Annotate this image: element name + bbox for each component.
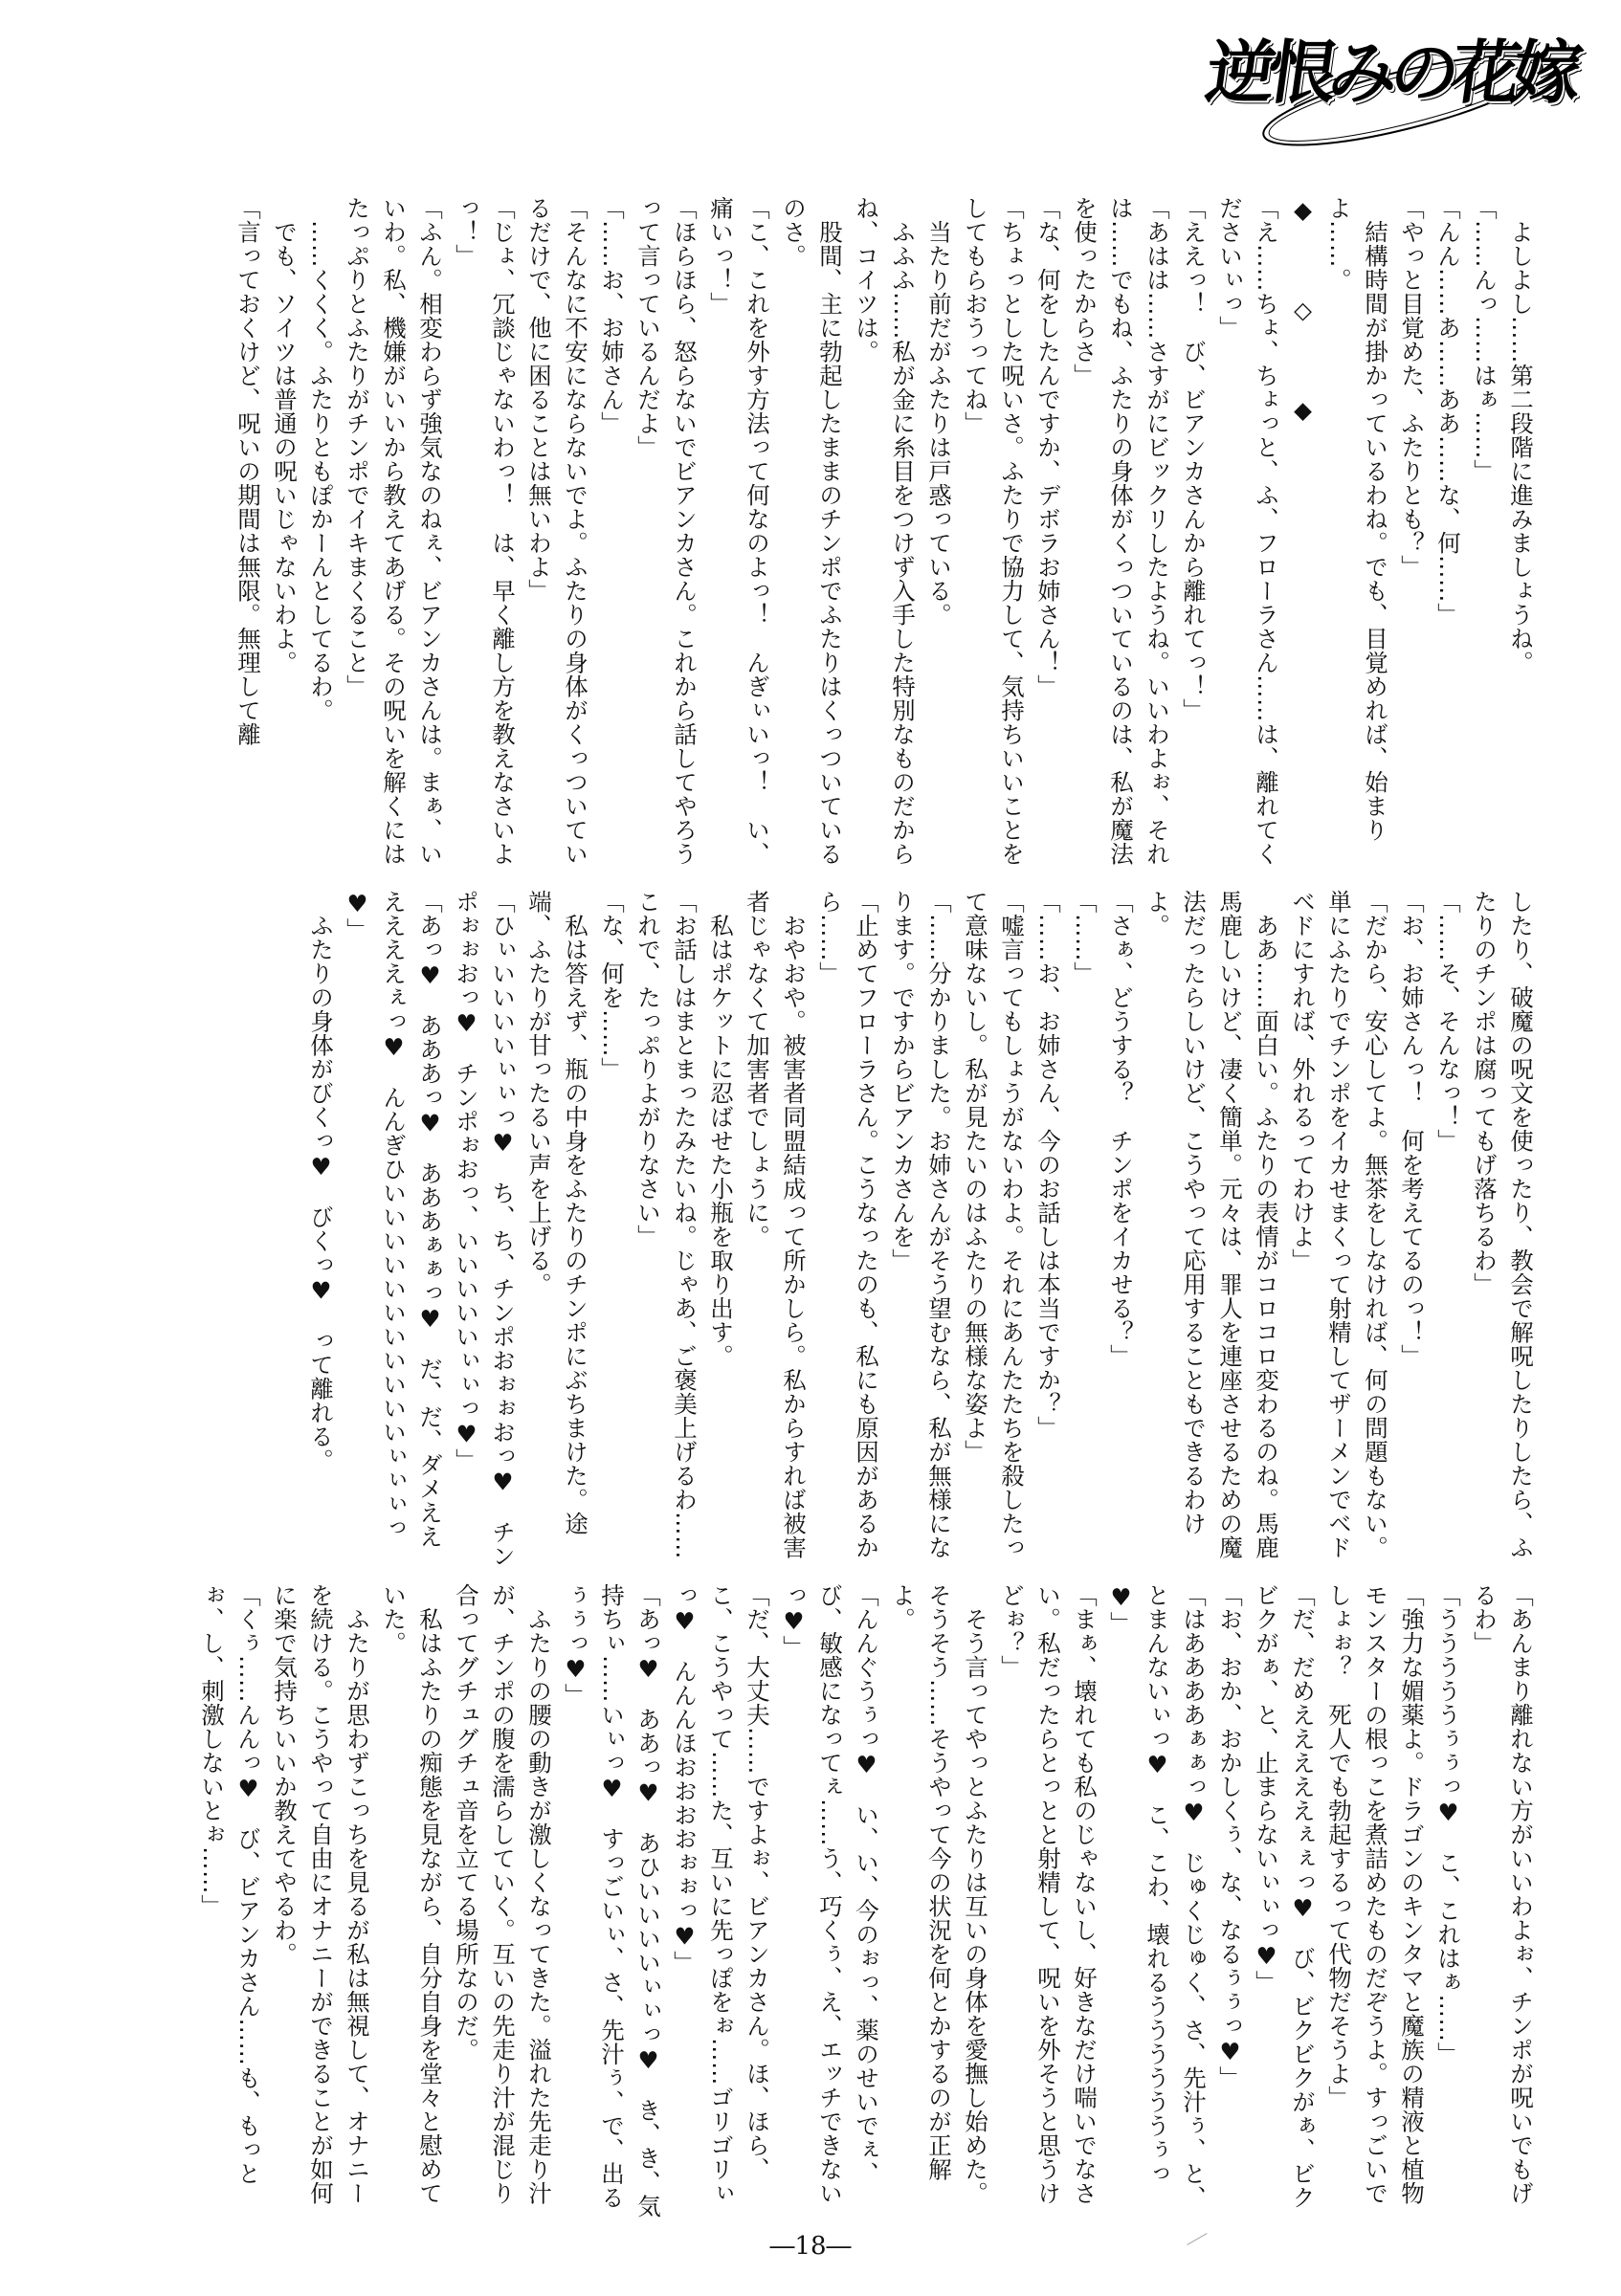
text-band-top [86, 196, 1539, 871]
book-title-logo [1201, 10, 1581, 172]
text-block-bottom: 「あんまり離れない方がいいわよぉ、チンポが呪いでもげるわ」 「うううううぅぅっ♥ こ、これはぁ……」 「強力な媚薬よ。ドラゴンのキンタマと魔族の精液と植物モンスターの根っこを煮詰めたものだぞうよ。すっごいでしょぉ？ 死人でも勃起するって代物だそうよ」 「だ、だめえええええぇぇっ♥ び、ビクビクがぁ、ビクビクがぁ、と、止まらないぃぃっ♥」 「お、おか、おかしくぅ、な、なるぅぅっ♥」 「はああああぁぁっ♥ じゅくじゅく、さ、先汁ぅ、と、とまんないぃっ♥ こ、こわ、壊れるううううううぅっ♥」 「まぁ、壊れても私のじゃないし、好きなだけ喘いでなさい。私だったらとっとと射精して、呪いを外そうと思うけどぉ？」 そう言ってやっとふたりは互いの身体を愛撫し始めた。そうそう……そうやって今の状況を何とかするのが正解よ。 「んんぐうぅっ♥ い、い、今のぉっ、薬のせいでぇ、び、敏感になってぇ……う、巧くぅ、え、エッチできないっ♥」 「だ、大丈夫……ですよぉ、ビアンカさん。ほ、ほら、こ、こうやって……た、互いに先っぽをぉ……ゴリゴリぃっ♥ んんんほおおおおぉぉっ♥」 「あっ♥ ああっ♥ あひいいいいぃぃっ♥ き、き、気持ちぃ……いぃっ♥ すっごいぃ、さ、先汁ぅ、で、出るぅぅっ♥」 ふたりの腰の動きが激しくなってきた。溢れた先走り汁が、チンポの腹を濡らしていく。互いの先走り汁が混じり合ってグチュグチュ音を立てる場所なのだ。 私はふたりの痴態を見ながら、自分自身を堂々と慰めていた。 ふたりが思わずこっちを見るが私は無視して、オナニーを続ける。こうやって自由にオナニーができることが如何に楽で気持ちいいか教えてやるわ。 「くぅ……んんっ♥ び、ビアンカさん……も、もっとぉ、し、刺激しないとぉ……」 [198, 1583, 1535, 2219]
book-title: 逆恨みの花嫁 [1201, 32, 1581, 113]
text-block-top: よしよし……第二段階に進みましょうね。 「……んっ……はぁ……」 「んん……あ……ああ……な、何……」 「やっと目覚めた、ふたりとも？」 結構時間が掛かっているわね。でも、目覚めれば、始まりよ……。 ◆ ◇ ◆ 「え……ちょ、ちょっと、ふ、フローラさん……は、離れてくださいぃっ」 「ええっ！ び、ビアンカさんから離れてっ！」 「あはは……さすがにビックリしたようね。いいわよぉ、それは……でもね、ふたりの身体がくっついているのは、私が魔法を使ったからさ」 「な、何をしたんですか、デボラお姉さん！」 「ちょっとした呪いさ。ふたりで協力して、気持ちいいことをしてもらおうってね」 当たり前だがふたりは戸惑っている。 ふふふ……私が金に糸目をつけず入手した特別なものだからね、コイツは。 股間、主に勃起したままのチンポでふたりはくっついているのさ。 「こ、これを外す方法って何なのよっ！ んぎぃいっ！ い、痛いっ！」 「ほらほら、怒らないでビアンカさん。これから話してやろうって言っているんだよ」 「……お、お姉さん」 「そんなに不安にならないでよ。ふたりの身体がくっついているだけで、他に困ることは無いわよ」 「じょ、冗談じゃないわっ！ は、早く離し方を教えなさいよっ！」 「ふん。相変わらず強気なのねぇ、ビアンカさんは。まぁ、いいわ。私、機嫌がいいから教えてあげる。その呪いを解くにはたっぷりとふたりがチンポでイキまくること」 ……くくく。ふたりともぽかーんとしてるわ。 でも、ソイツは普通の呪いじゃないわよ。 「言っておくけど、呪いの期間は無限。無理して離 [234, 196, 1535, 866]
text-block-middle: したり、破魔の呪文を使ったり、教会で解呪したりしたら、ふたりのチンポは腐ってもげ落ちるわ」 「……そ、そんなっ！」 「お、お姉さんっ！ 何を考えてるのっ！」 「だから、安心してよ。無茶をしなければ、何の問題もない。単にふたりでチンポをイカせまくって射精してザーメンでベドベドにすれば、外れるってわけよ」 ああ……面白い。ふたりの表情がコロコロ変わるのね。馬鹿馬鹿しいけど、凄く簡単。元々は、罪人を連座させるための魔法だったらしいけど、こうやって応用することもできるわけよ。 「さぁ、どうする？ チンポをイカせる？」 「……」 「……お、お姉さん、今のお話しは本当ですか？」 「嘘言ってもしょうがないわよ。それにあんたたちを殺したって意味ないし。私が見たいのはふたりの無様な姿よ」 「……分かりました。お姉さんがそう望むなら、私が無様になります。ですからビアンカさんを」 「止めてフローラさん。こうなったのも、私にも原因があるから……」 おやおや。被害者同盟結成って所かしら。私からすれば被害者じゃなくて加害者でしょうに。 私はポケットに忍ばせた小瓶を取り出す。 「お話しはまとまったみたいね。じゃあ、ご褒美上げるわ……これで、たっぷりよがりなさい」 「な、何を……」 私は答えず、瓶の中身をふたりのチンポにぶちまけた。途端、ふたりが甘ったるい声を上げる。 「ひぃいいいいぃぃっ♥ ち、ち、チンポおぉぉおっ♥ チンポぉぉおっ♥ チンポぉおっ、いいいいいぃぃっ♥」 「あっ♥ あああっ♥ あああぁぁっ♥ だ、だ、ダメええええええぇっ♥ んんぎひいいいいいいいいいいいぃぃぃっ♥」 ふたりの身体がびくっ♥ びくっ♥ って離れる。 [307, 890, 1535, 1568]
page-number: ―18― [769, 2232, 852, 2261]
text-band-middle [86, 890, 1539, 1569]
text-band-bottom [86, 1583, 1539, 2224]
